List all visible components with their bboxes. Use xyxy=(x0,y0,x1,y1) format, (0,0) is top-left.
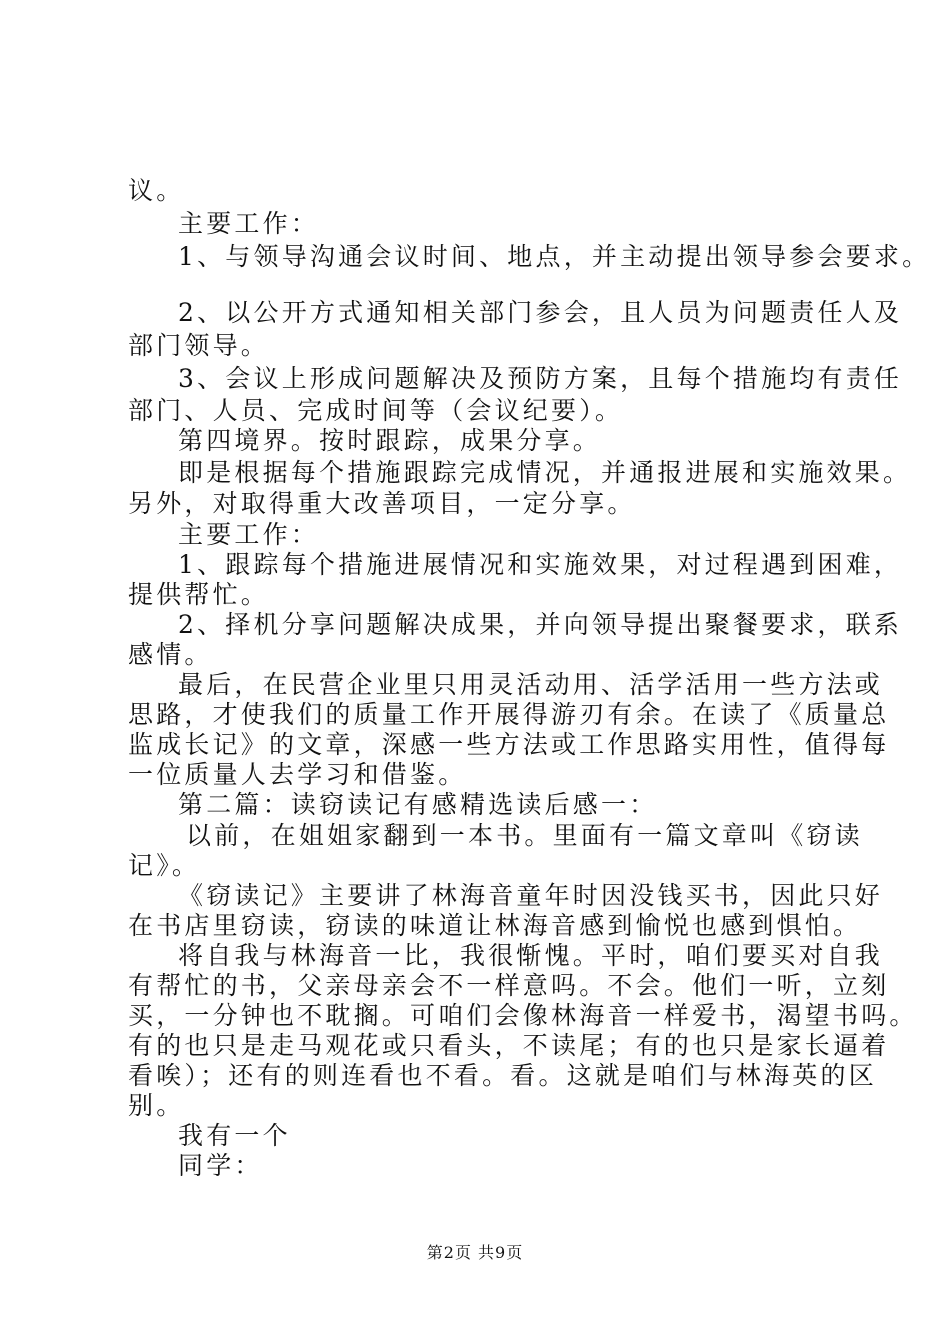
text-line: 最后，在民营企业里只用灵活动用、活学活用一些方法或 xyxy=(178,670,884,699)
text-line: 感情。 xyxy=(128,640,213,669)
text-line: 第四境界。按时跟踪，成果分享。 xyxy=(178,426,602,455)
text-line: 看唉）；还有的则连看也不看。看。这就是咱们与林海英的区 xyxy=(128,1061,877,1090)
text-line: 主要工作： xyxy=(178,209,320,238)
text-line: 2、以公开方式通知相关部门参会，且人员为问题责任人及 xyxy=(178,298,903,327)
text-line: 监成长记》的文章，深感一些方法或工作思路实用性，值得每 xyxy=(128,730,890,759)
text-line: 主要工作： xyxy=(178,520,320,549)
text-line: 部门领导。 xyxy=(128,331,270,360)
text-line: 1、跟踪每个措施进展情况和实施效果，对过程遇到困难， xyxy=(178,550,903,579)
text-line: 即是根据每个措施跟踪完成情况，并通报进展和实施效果。 xyxy=(178,458,912,487)
text-line: 别。 xyxy=(128,1091,185,1120)
text-line: 第二篇：读窃读记有感精选读后感一： xyxy=(178,790,658,819)
text-line: 3、会议上形成问题解决及预防方案，且每个措施均有责任 xyxy=(178,364,903,393)
text-line: 将自我与林海音一比，我很惭愧。平时，咱们要买对自我 xyxy=(178,941,884,970)
text-line: 买，一分钟也不耽搁。可咱们会像林海音一样爱书，渴望书吗。 xyxy=(128,1001,918,1030)
text-line: 在书店里窃读，窃读的味道让林海音感到愉悦也感到惧怕。 xyxy=(128,911,862,940)
text-line: 记》。 xyxy=(128,851,201,880)
text-line: 《窃读记》主要讲了林海音童年时因没钱买书，因此只好 xyxy=(178,881,884,910)
text-line: 另外，对取得重大改善项目，一定分享。 xyxy=(128,489,636,518)
text-line: 同学： xyxy=(178,1151,263,1180)
text-line: 以前，在姐姐家翻到一本书。里面有一篇文章叫《窃读 xyxy=(186,821,863,850)
text-line: 提供帮忙。 xyxy=(128,580,270,609)
text-line: 有的也只是走马观花或只看头，不读尾；有的也只是家长逼着 xyxy=(128,1031,890,1060)
text-line: 议。 xyxy=(128,176,185,205)
text-line: 一位质量人去学习和借鉴。 xyxy=(128,760,467,789)
text-line: 有帮忙的书，父亲母亲会不一样意吗。不会。他们一听，立刻 xyxy=(128,971,890,1000)
text-line: 思路，才使我们的质量工作开展得游刃有余。在读了《质量总 xyxy=(128,700,890,729)
text-line: 1、与领导沟通会议时间、地点，并主动提出领导参会要求。 xyxy=(178,242,931,271)
text-line: 我有一个 xyxy=(178,1121,291,1150)
page-number: 第2页 共9页 xyxy=(426,1243,524,1262)
text-line: 部门、人员、完成时间等（会议纪要）。 xyxy=(128,396,624,425)
text-line: 2、择机分享问题解决成果，并向领导提出聚餐要求，联系 xyxy=(178,610,903,639)
